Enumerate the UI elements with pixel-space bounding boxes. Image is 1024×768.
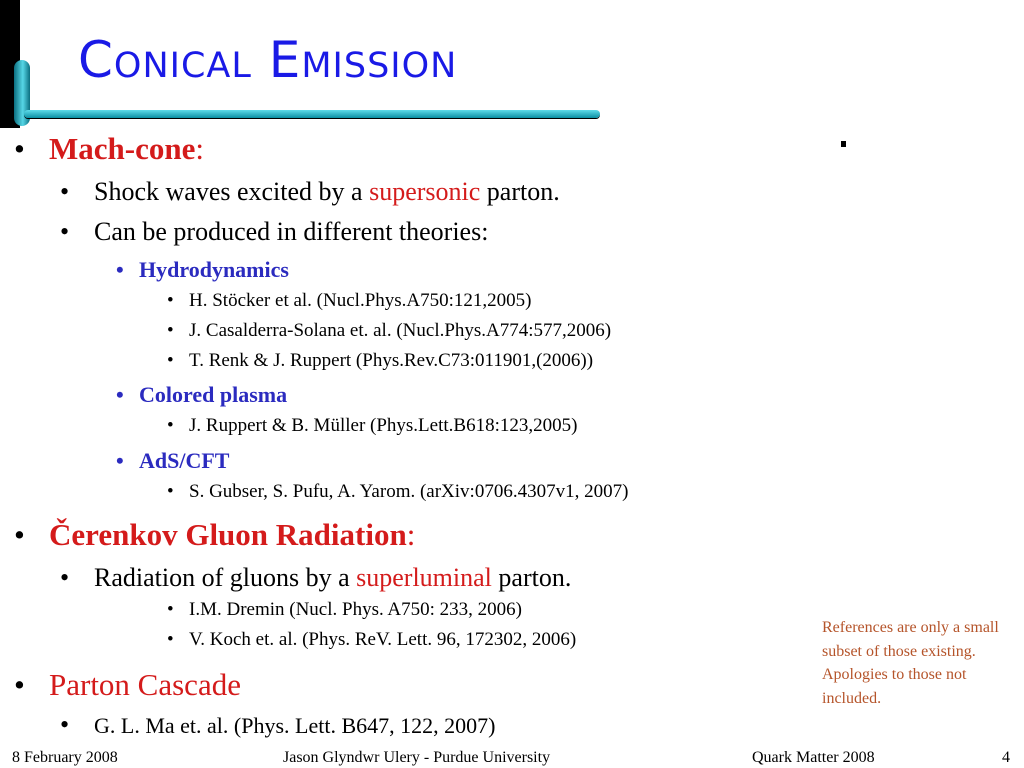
reference-note [822, 616, 1012, 710]
bullet-text [94, 216, 488, 248]
bullet-marker: • [167, 481, 174, 502]
text-segment: supersonic [369, 177, 481, 206]
note-line-2: Apologies to those not included. [822, 666, 967, 707]
text-segment: Parton Cascade [49, 667, 241, 702]
bullet-marker: • [60, 217, 70, 246]
bullet-marker: • [167, 415, 174, 436]
bullet-marker: • [116, 257, 124, 282]
text-segment: I.M. Dremin (Nucl. Phys. A750: 233, 2006) [189, 599, 523, 620]
bullet-text [49, 131, 204, 167]
bullet-text [189, 289, 531, 313]
bullet-marker: • [14, 131, 25, 166]
footer-author: Jason Glyndwr Ulery - Purdue University [283, 749, 551, 766]
footer-event: Quark Matter 2008 [752, 749, 875, 766]
footer-date: 8 February 2008 [12, 749, 118, 766]
text-segment: Mach-cone [49, 131, 196, 166]
bullet-text [139, 447, 229, 475]
bullet-marker: • [167, 290, 174, 311]
text-segment: S. Gubser, S. Pufu, A. Yarom. (arXiv:0706.4307v1, 2007) [189, 481, 629, 502]
bullet-text [49, 667, 241, 703]
bullet-text [189, 349, 593, 373]
text-segment: : [406, 517, 416, 552]
text-segment: G. L. Ma et. al. (Phys. Lett. B647, 122, 2007) [94, 713, 496, 738]
text-segment: J. Casalderra-Solana et. al. (Nucl.Phys.A774:577,2006) [189, 320, 612, 341]
text-segment: T. Renk & J. Ruppert (Phys.Rev.C73:011901,(2006)) [189, 350, 594, 371]
bullet-text [189, 480, 628, 504]
bullet-marker: • [14, 667, 25, 702]
slide-title: Conical Emission [78, 31, 458, 89]
bullet-text [189, 598, 522, 622]
bullet-marker: • [60, 710, 70, 739]
bullet-text [94, 562, 571, 594]
text-segment: : [195, 131, 204, 166]
text-segment: superluminal [356, 563, 492, 592]
text-segment: Can be produced in different theories: [94, 217, 489, 246]
text-segment: V. Koch et. al. (Phys. ReV. Lett. 96, 172302, 2006) [189, 629, 577, 650]
bullet-marker: • [60, 177, 70, 206]
text-segment: parton. [491, 563, 572, 592]
text-segment: H. Stöcker et al. (Nucl.Phys.A750:121,2005) [189, 290, 532, 311]
bullet-text [94, 176, 560, 208]
text-segment: Čerenkov Gluon Radiation [49, 517, 407, 552]
text-segment: Radiation of gluons by a [94, 563, 357, 592]
text-segment: Colored plasma [139, 382, 288, 407]
bullet-marker: • [116, 382, 124, 407]
bullet-text [139, 381, 287, 409]
bullet-text [139, 256, 289, 284]
footer-page-number: 4 [1002, 749, 1010, 766]
text-segment: AdS/CFT [139, 448, 230, 473]
bullet-text [189, 414, 577, 438]
bullet-text [94, 709, 495, 742]
bullet-marker: • [60, 563, 70, 592]
text-segment: Shock waves excited by a [94, 177, 370, 206]
text-segment: Hydrodynamics [139, 257, 289, 282]
bullet-marker: • [14, 517, 25, 552]
bullet-text [189, 628, 576, 652]
bullet-marker: • [167, 599, 174, 620]
bullet-marker: • [116, 448, 124, 473]
bullet-text [49, 517, 415, 553]
bullet-marker: • [167, 629, 174, 650]
bullet-marker: • [167, 350, 174, 371]
bullet-text [189, 319, 611, 343]
note-line-1: References are only a small subset of those existing. [822, 619, 999, 660]
text-segment: parton. [480, 177, 560, 206]
bullet-marker: • [167, 320, 174, 341]
text-segment: J. Ruppert & B. Müller (Phys.Lett.B618:123,2005) [189, 415, 578, 436]
